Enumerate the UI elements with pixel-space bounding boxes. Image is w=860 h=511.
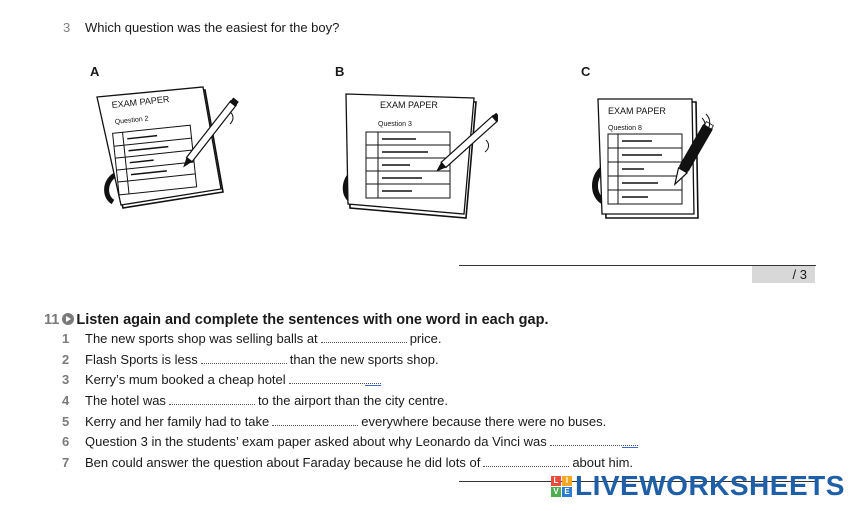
sentence-row [62,371,384,389]
sentence-text-before: The new sports shop was selling balls at [85,331,318,346]
answer-gap-4[interactable] [169,393,255,405]
option-a-exam-paper-illustration[interactable] [95,84,245,214]
sentence-text-after: price. [409,331,442,346]
answer-gap-3[interactable] [289,372,381,384]
option-a-paper-question: Question 2 [114,115,149,126]
sentence-row [62,392,448,410]
option-b-paper-title: EXAM PAPER [380,100,438,110]
sentence-number: 5 [62,414,70,429]
liveworksheets-brand-text: LIVEWORKSHEETS [575,470,845,501]
option-c-label: C [581,64,591,79]
option-c-exam-paper-illustration[interactable] [590,96,720,222]
sentence-number: 4 [62,393,70,408]
sentence-text-after: everywhere because there were no buses. [361,414,607,429]
audio-play-icon[interactable] [62,313,74,325]
sentence-text-before: Kerry’s mum booked a cheap hotel [85,372,286,387]
sentence-row [62,413,606,431]
sentence-number: 3 [62,372,70,387]
score-box: / 3 [752,266,815,283]
exercise-heading [44,312,549,328]
sentence-number: 6 [62,434,70,449]
question-number: 3 [63,20,71,35]
sentence-text-after: to the airport than the city centre. [257,393,448,408]
sentence-row [62,330,441,348]
option-c-paper-title: EXAM PAPER [608,106,666,116]
liveworksheets-logo [551,470,845,502]
answer-gap-5[interactable] [272,414,358,426]
sentence-number: 1 [62,331,70,346]
liveworksheets-mark-icon: L I V E [551,476,572,497]
answer-gap-2[interactable] [201,352,287,364]
option-a-label: A [90,64,100,79]
sentence-row [62,454,633,472]
sentence-text-before: Question 3 in the students’ exam paper asked about why Leonardo da Vinci was [85,434,547,449]
sentence-text-before: Ben could answer the question about Faraday because he did lots of [85,455,481,470]
sentence-text-before: Flash Sports is less [85,352,198,367]
answer-gap-7[interactable] [483,455,569,467]
exercise-number: 11 [44,312,60,328]
question-text: Which question was the easiest for the boy? [85,20,340,35]
answer-input-3[interactable] [365,383,381,386]
option-b-label: B [335,64,345,79]
sentence-text-after: about him. [572,455,634,470]
sentence-row [62,433,641,451]
sentence-text-before: Kerry and her family had to take [85,414,270,429]
answer-gap-1[interactable] [321,331,407,343]
answer-input-6[interactable] [622,445,638,448]
option-b-paper-question: Question 3 [378,121,412,128]
sentence-text-after: than the new sports shop. [289,352,439,367]
sentence-text-before: The hotel was [85,393,166,408]
sentence-row [62,351,439,369]
option-b-exam-paper-illustration[interactable] [338,90,498,222]
sentence-number: 2 [62,352,70,367]
option-c-paper-question: Question 8 [608,125,642,132]
answer-gap-6[interactable] [550,434,638,446]
sentence-number: 7 [62,455,70,470]
exercise-instruction: Listen again and complete the sentences with one word in each gap. [76,312,549,328]
option-a-paper-title: EXAM PAPER [111,93,170,110]
